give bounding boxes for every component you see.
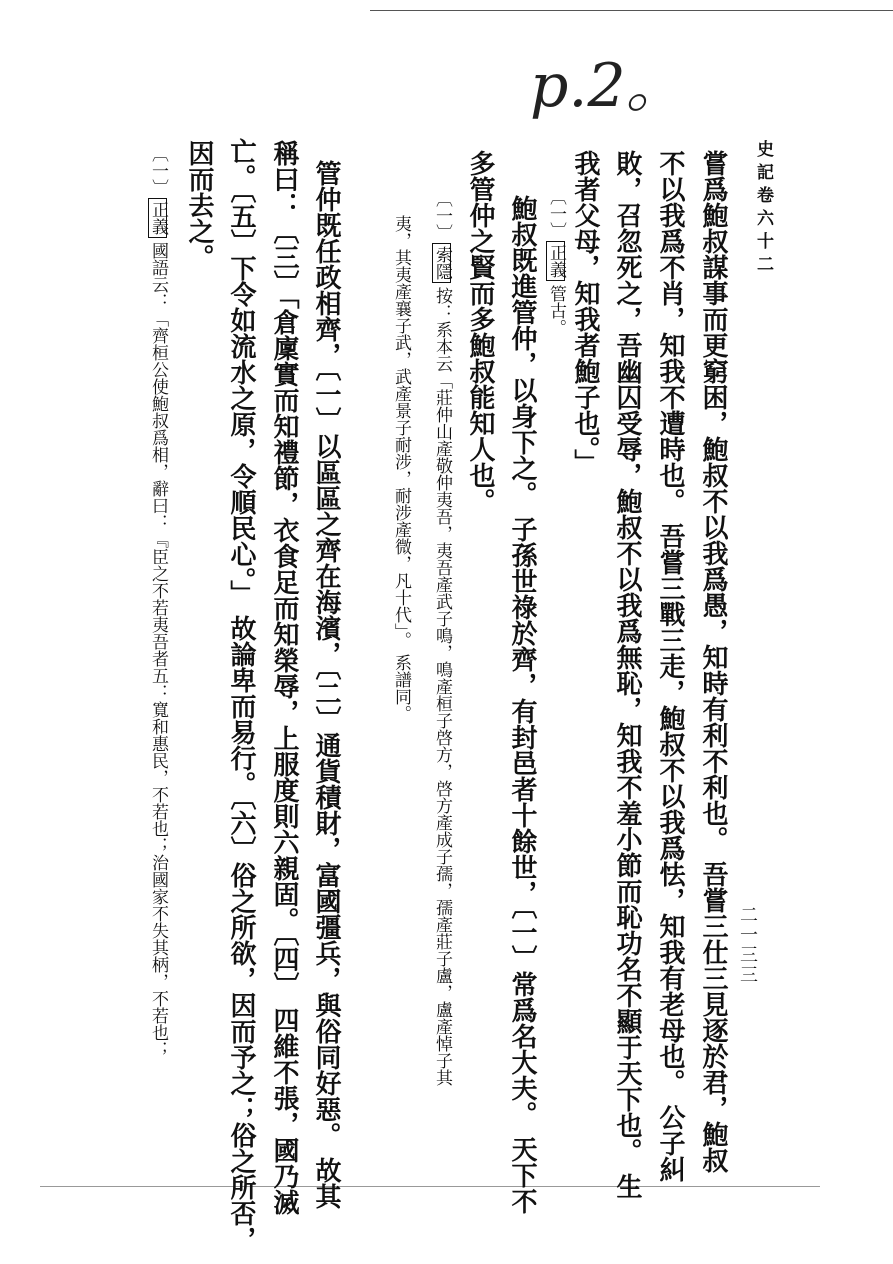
note-marker: 〔一〕	[148, 145, 168, 196]
commentary-label-box: 索隱	[432, 243, 451, 283]
commentary-label-box: 正義	[546, 241, 565, 281]
text-column: 管仲既任政相齊，〔一〕以區區之齊在海濱，〔二〕通貨積財，富國彊兵，與俗同好惡。 故其	[311, 160, 341, 1210]
bottom-rule	[40, 1186, 820, 1187]
note-text: 國語云：「齊桓公使鮑叔爲相，辭曰：『臣之不若夷吾者五：寬和惠民，不若也；治國家不失其柄，不若也；	[148, 242, 168, 1058]
note-text: 按：系本云「莊仲山產敬仲夷吾，夷吾產武子鳴，鳴產桓子啓方，啓方產成子孺，孺產莊子盧，盧產悼子其	[432, 287, 452, 1086]
text-column: 稱曰：〔三〕「倉廩實而知禮節，衣食足而知榮辱，上服度則六親固。〔四〕 四維不張，國乃滅	[269, 140, 299, 1216]
text-column: 不以我爲不肖，知我不遭時也。 吾嘗三戰三走，鮑叔不以我爲怯，知我有老母也。 公子糾	[655, 150, 685, 1183]
commentary-label-box: 正義	[148, 198, 167, 238]
text-column: 亡。〔五〕下令如流水之原，令順民心。」 故論卑而易行。〔六〕俗之所欲，因而予之；俗之所否，	[226, 138, 256, 1253]
text-column: 多管仲之賢而多鮑叔能知人也。	[465, 150, 495, 514]
annotation-column	[148, 145, 167, 1058]
note-marker: 〔一〕	[432, 190, 452, 241]
text-column: 嘗爲鮑叔謀事而更窮困，鮑叔不以我爲愚，知時有利不利也。 吾嘗三仕三見逐於君，鮑叔	[698, 150, 728, 1174]
annotation-column	[546, 188, 565, 336]
note-text: 管古。	[546, 285, 566, 336]
note-marker: 〔一〕	[546, 188, 566, 239]
text-column: 鮑叔既進管仲，以身下之。 子孫世祿於齊，有封邑者十餘世，〔一〕常爲名大夫。 天下不	[507, 195, 537, 1215]
page-number: 二一三三	[737, 905, 758, 985]
handwritten-page-note: p.2。	[530, 51, 686, 121]
top-rule	[370, 10, 893, 11]
annotation-column: 夷，其夷產襄子武，武產景子耐涉，耐涉產微，凡十代」。 系譜同。	[391, 215, 411, 722]
running-header: 史記卷六十二	[753, 140, 773, 278]
annotation-column	[432, 190, 451, 1086]
text-column: 我者父母，知我者鮑子也。」	[570, 150, 600, 475]
text-column: 敗，召忽死之，吾幽囚受辱，鮑叔不以我爲無恥，知我不羞小節而恥功名不顯于天下也。 生	[612, 150, 642, 1200]
text-column: 因而去之。	[184, 140, 214, 270]
